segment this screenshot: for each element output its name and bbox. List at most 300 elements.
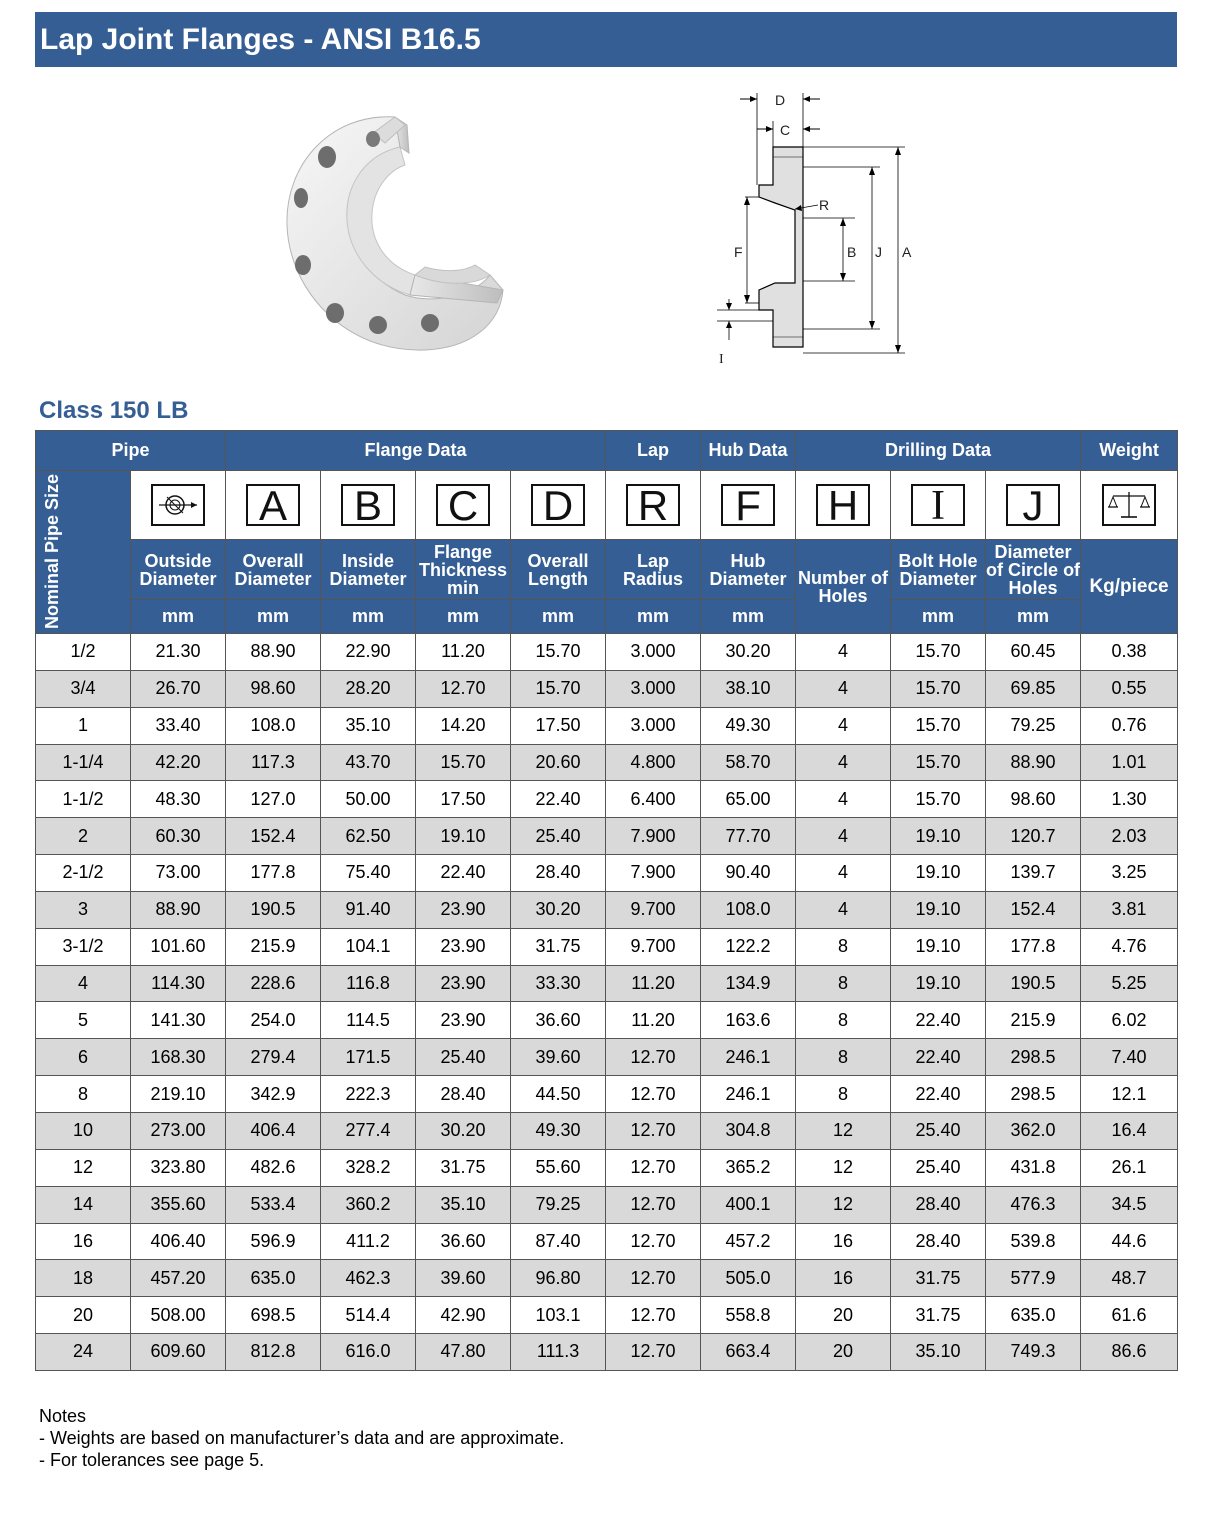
table-cell: 15.70: [891, 744, 986, 781]
table-cell: 7.900: [606, 855, 701, 892]
table-body: [36, 634, 1178, 1371]
pipe-size-cell: 1: [36, 707, 131, 744]
table-cell: 6.400: [606, 781, 701, 818]
table-cell: 328.2: [321, 1149, 416, 1186]
table-cell: 39.60: [416, 1260, 511, 1297]
table-cell: 12.70: [606, 1186, 701, 1223]
symbol-weight: [1081, 471, 1178, 540]
col-bolt-hole-diameter: Bolt Hole Diameter: [891, 540, 986, 600]
table-cell: 11.20: [606, 965, 701, 1002]
table-cell: 108.0: [226, 707, 321, 744]
symbol-h: H: [796, 471, 891, 540]
table-cell: 55.60: [511, 1149, 606, 1186]
pipe-size-cell: 12: [36, 1149, 131, 1186]
table-cell: 22.40: [511, 781, 606, 818]
table-cell: 7.900: [606, 818, 701, 855]
table-cell: 219.10: [131, 1076, 226, 1113]
table-cell: 228.6: [226, 965, 321, 1002]
table-cell: 596.9: [226, 1223, 321, 1260]
table-cell: 12.70: [606, 1112, 701, 1149]
table-cell: 8: [796, 1002, 891, 1039]
table-cell: 298.5: [986, 1039, 1081, 1076]
symbol-j: J: [986, 471, 1081, 540]
pipe-size-cell: 10: [36, 1112, 131, 1149]
table-row: [36, 855, 1178, 892]
table-cell: 30.20: [701, 634, 796, 671]
table-cell: 17.50: [416, 781, 511, 818]
table-cell: 21.30: [131, 634, 226, 671]
table-cell: 31.75: [891, 1297, 986, 1334]
table-row: [36, 1149, 1178, 1186]
note-item: - For tolerances see page 5.: [39, 1450, 265, 1470]
pipe-size-cell: 20: [36, 1297, 131, 1334]
table-cell: 355.60: [131, 1186, 226, 1223]
table-row: [36, 1112, 1178, 1149]
table-cell: 12.70: [606, 1334, 701, 1371]
pipe-size-cell: 24: [36, 1334, 131, 1371]
table-cell: 4: [796, 891, 891, 928]
table-row: [36, 1260, 1178, 1297]
table-row: [36, 891, 1178, 928]
table-cell: 25.40: [416, 1039, 511, 1076]
col-lap-radius: Lap Radius: [606, 540, 701, 600]
pipe-size-cell: 4: [36, 965, 131, 1002]
table-cell: 12.70: [606, 1297, 701, 1334]
table-cell: 698.5: [226, 1297, 321, 1334]
note-item: - Weights are based on manufacturer’s data and are approximate.: [39, 1428, 565, 1448]
table-cell: 19.10: [891, 855, 986, 892]
table-cell: 44.50: [511, 1076, 606, 1113]
symbol-i: I: [891, 471, 986, 540]
title-bar: [35, 12, 1177, 67]
table-cell: 19.10: [416, 818, 511, 855]
table-cell: 9.700: [606, 928, 701, 965]
table-cell: 49.30: [511, 1112, 606, 1149]
page-title: Lap Joint Flanges - ANSI B16.5: [40, 23, 481, 56]
table-cell: 108.0: [701, 891, 796, 928]
table-cell: 20.60: [511, 744, 606, 781]
table-cell: 15.70: [891, 707, 986, 744]
table-cell: 4: [796, 744, 891, 781]
label-j: J: [875, 244, 882, 260]
table-cell: 36.60: [511, 1002, 606, 1039]
table-cell: 4: [796, 818, 891, 855]
table-cell: 96.80: [511, 1260, 606, 1297]
pipe-caliper-icon: [151, 484, 205, 526]
table-cell: 34.5: [1081, 1186, 1178, 1223]
unit-cell: mm: [416, 600, 511, 634]
table-cell: 246.1: [701, 1076, 796, 1113]
table-row: [36, 1223, 1178, 1260]
pipe-size-cell: 16: [36, 1223, 131, 1260]
table-cell: 168.30: [131, 1039, 226, 1076]
col-kg-piece: Kg/piece: [1081, 540, 1178, 634]
table-cell: 28.40: [511, 855, 606, 892]
table-cell: 362.0: [986, 1112, 1081, 1149]
table-cell: 12: [796, 1149, 891, 1186]
table-cell: 111.3: [511, 1334, 606, 1371]
table-cell: 104.1: [321, 928, 416, 965]
table-cell: 1.30: [1081, 781, 1178, 818]
table-cell: 12.1: [1081, 1076, 1178, 1113]
table-cell: 4: [796, 855, 891, 892]
table-cell: 400.1: [701, 1186, 796, 1223]
flange-illustration: [275, 95, 515, 365]
symbol-r: R: [606, 471, 701, 540]
table-cell: 62.50: [321, 818, 416, 855]
pipe-size-cell: 6: [36, 1039, 131, 1076]
pipe-size-cell: 3-1/2: [36, 928, 131, 965]
label-r: R: [819, 197, 830, 213]
flange-spec-table: [35, 430, 1178, 1371]
notes: [39, 1405, 564, 1471]
table-cell: 476.3: [986, 1186, 1081, 1223]
table-row: [36, 1002, 1178, 1039]
table-cell: 15.70: [891, 634, 986, 671]
table-cell: 23.90: [416, 928, 511, 965]
table-cell: 23.90: [416, 891, 511, 928]
table-cell: 38.10: [701, 670, 796, 707]
table-cell: 20: [796, 1334, 891, 1371]
nominal-pipe-size-header: [36, 471, 131, 634]
table-cell: 60.45: [986, 634, 1081, 671]
table-cell: 101.60: [131, 928, 226, 965]
table-cell: 114.5: [321, 1002, 416, 1039]
table-cell: 22.40: [891, 1002, 986, 1039]
pipe-size-cell: 3/4: [36, 670, 131, 707]
table-cell: 152.4: [986, 891, 1081, 928]
group-weight: Weight: [1081, 431, 1178, 471]
table-cell: 190.5: [986, 965, 1081, 1002]
table-cell: 60.30: [131, 818, 226, 855]
table-cell: 39.60: [511, 1039, 606, 1076]
table-cell: 12: [796, 1112, 891, 1149]
table-row: [36, 1039, 1178, 1076]
table-cell: 11.20: [416, 634, 511, 671]
table-cell: 462.3: [321, 1260, 416, 1297]
table-cell: 16: [796, 1260, 891, 1297]
table-cell: 8: [796, 1039, 891, 1076]
table-cell: 4.800: [606, 744, 701, 781]
table-cell: 28.20: [321, 670, 416, 707]
table-cell: 8: [796, 928, 891, 965]
table-cell: 30.20: [416, 1112, 511, 1149]
table-cell: 28.40: [416, 1076, 511, 1113]
table-cell: 31.75: [416, 1149, 511, 1186]
table-cell: 86.6: [1081, 1334, 1178, 1371]
class-label: Class 150 LB: [39, 397, 189, 424]
label-b: B: [847, 244, 857, 260]
table-cell: 31.75: [511, 928, 606, 965]
table-row: [36, 1076, 1178, 1113]
table-cell: 152.4: [226, 818, 321, 855]
table-cell: 539.8: [986, 1223, 1081, 1260]
table-cell: 215.9: [986, 1002, 1081, 1039]
col-hub-diameter: Hub Diameter: [701, 540, 796, 600]
table-cell: 4: [796, 781, 891, 818]
label-a: A: [902, 244, 912, 260]
symbol-f: F: [701, 471, 796, 540]
table-cell: 505.0: [701, 1260, 796, 1297]
unit-cell: mm: [986, 600, 1081, 634]
table-cell: 35.10: [891, 1334, 986, 1371]
table-cell: 0.55: [1081, 670, 1178, 707]
table-cell: 47.80: [416, 1334, 511, 1371]
unit-cell: mm: [701, 600, 796, 634]
table-row: [36, 818, 1178, 855]
table-cell: 749.3: [986, 1334, 1081, 1371]
table-cell: 215.9: [226, 928, 321, 965]
table-cell: 304.8: [701, 1112, 796, 1149]
table-cell: 12.70: [606, 1260, 701, 1297]
table-cell: 12.70: [416, 670, 511, 707]
group-lap: Lap: [606, 431, 701, 471]
table-cell: 117.3: [226, 744, 321, 781]
table-cell: 17.50: [511, 707, 606, 744]
table-cell: 246.1: [701, 1039, 796, 1076]
table-cell: 87.40: [511, 1223, 606, 1260]
table-cell: 134.9: [701, 965, 796, 1002]
table-cell: 411.2: [321, 1223, 416, 1260]
table-cell: 79.25: [511, 1186, 606, 1223]
symbol-c: C: [416, 471, 511, 540]
table-cell: 28.40: [891, 1186, 986, 1223]
table-cell: 44.6: [1081, 1223, 1178, 1260]
table-cell: 49.30: [701, 707, 796, 744]
table-cell: 103.1: [511, 1297, 606, 1334]
table-cell: 15.70: [511, 670, 606, 707]
table-cell: 122.2: [701, 928, 796, 965]
table-cell: 61.6: [1081, 1297, 1178, 1334]
table-cell: 3.000: [606, 707, 701, 744]
table-cell: 12.70: [606, 1076, 701, 1113]
table-cell: 48.30: [131, 781, 226, 818]
unit-cell: mm: [131, 600, 226, 634]
pipe-size-cell: 2: [36, 818, 131, 855]
table-cell: 25.40: [511, 818, 606, 855]
table-cell: 171.5: [321, 1039, 416, 1076]
unit-cell: mm: [891, 600, 986, 634]
table-cell: 120.7: [986, 818, 1081, 855]
table-cell: 2.03: [1081, 818, 1178, 855]
unit-cell: mm: [321, 600, 416, 634]
table-cell: 273.00: [131, 1112, 226, 1149]
table-cell: 35.10: [321, 707, 416, 744]
table-row: [36, 670, 1178, 707]
table-cell: 25.40: [891, 1149, 986, 1186]
table-cell: 8: [796, 1076, 891, 1113]
table-cell: 116.8: [321, 965, 416, 1002]
table-cell: 508.00: [131, 1297, 226, 1334]
table-row: [36, 965, 1178, 1002]
col-number-of-holes: Number of Holes: [796, 540, 891, 634]
pipe-size-cell: 8: [36, 1076, 131, 1113]
unit-row: [36, 600, 1178, 634]
table-cell: 43.70: [321, 744, 416, 781]
table-cell: 3.000: [606, 670, 701, 707]
pipe-size-cell: 14: [36, 1186, 131, 1223]
table-row: [36, 781, 1178, 818]
table-cell: 26.70: [131, 670, 226, 707]
table-cell: 33.40: [131, 707, 226, 744]
table-cell: 14.20: [416, 707, 511, 744]
table-cell: 36.60: [416, 1223, 511, 1260]
table-cell: 406.4: [226, 1112, 321, 1149]
col-inside-diameter: Inside Diameter: [321, 540, 416, 600]
table-cell: 163.6: [701, 1002, 796, 1039]
group-flange-data: Flange Data: [226, 431, 606, 471]
table-cell: 277.4: [321, 1112, 416, 1149]
table-cell: 0.38: [1081, 634, 1178, 671]
table-cell: 50.00: [321, 781, 416, 818]
table-cell: 22.90: [321, 634, 416, 671]
group-header-row: [36, 431, 1178, 471]
table-cell: 12.70: [606, 1039, 701, 1076]
table-row: [36, 1297, 1178, 1334]
table-cell: 42.20: [131, 744, 226, 781]
table-cell: 19.10: [891, 965, 986, 1002]
table-cell: 577.9: [986, 1260, 1081, 1297]
symbol-d: D: [511, 471, 606, 540]
table-row: [36, 634, 1178, 671]
table-cell: 3.000: [606, 634, 701, 671]
unit-cell: mm: [606, 600, 701, 634]
table-cell: 616.0: [321, 1334, 416, 1371]
label-f: F: [734, 244, 743, 260]
nominal-pipe-size-label: Nominal Pipe Size: [42, 474, 62, 630]
table-cell: 3.25: [1081, 855, 1178, 892]
table-cell: 31.75: [891, 1260, 986, 1297]
pipe-size-cell: 1/2: [36, 634, 131, 671]
table-row: [36, 928, 1178, 965]
table-cell: 23.90: [416, 1002, 511, 1039]
table-cell: 1.01: [1081, 744, 1178, 781]
column-label-row: [36, 540, 1178, 600]
table-cell: 15.70: [891, 781, 986, 818]
table-cell: 139.7: [986, 855, 1081, 892]
table-cell: 190.5: [226, 891, 321, 928]
table-cell: 48.7: [1081, 1260, 1178, 1297]
table-cell: 4: [796, 670, 891, 707]
table-cell: 19.10: [891, 891, 986, 928]
col-outside-diameter: Outside Diameter: [131, 540, 226, 600]
table-cell: 812.8: [226, 1334, 321, 1371]
unit-cell: mm: [226, 600, 321, 634]
table-cell: 11.20: [606, 1002, 701, 1039]
table-cell: 35.10: [416, 1186, 511, 1223]
table-cell: 0.76: [1081, 707, 1178, 744]
table-cell: 22.40: [891, 1076, 986, 1113]
table-cell: 5.25: [1081, 965, 1178, 1002]
table-cell: 177.8: [226, 855, 321, 892]
table-cell: 365.2: [701, 1149, 796, 1186]
table-cell: 298.5: [986, 1076, 1081, 1113]
table-cell: 482.6: [226, 1149, 321, 1186]
table-cell: 28.40: [891, 1223, 986, 1260]
table-cell: 533.4: [226, 1186, 321, 1223]
table-cell: 16.4: [1081, 1112, 1178, 1149]
table-cell: 19.10: [891, 818, 986, 855]
unit-cell: mm: [511, 600, 606, 634]
table-cell: 635.0: [986, 1297, 1081, 1334]
pipe-size-cell: 18: [36, 1260, 131, 1297]
pipe-size-cell: 1-1/4: [36, 744, 131, 781]
pipe-size-cell: 2-1/2: [36, 855, 131, 892]
table-cell: 558.8: [701, 1297, 796, 1334]
table-cell: 177.8: [986, 928, 1081, 965]
table-cell: 15.70: [416, 744, 511, 781]
table-cell: 12.70: [606, 1223, 701, 1260]
table-cell: 91.40: [321, 891, 416, 928]
table-cell: 88.90: [986, 744, 1081, 781]
group-pipe: Pipe: [36, 431, 226, 471]
table-cell: 222.3: [321, 1076, 416, 1113]
table-cell: 609.60: [131, 1334, 226, 1371]
table-cell: 75.40: [321, 855, 416, 892]
label-d: D: [775, 92, 786, 108]
table-cell: 279.4: [226, 1039, 321, 1076]
table-cell: 431.8: [986, 1149, 1081, 1186]
table-cell: 12.70: [606, 1149, 701, 1186]
table-cell: 6.02: [1081, 1002, 1178, 1039]
table-cell: 30.20: [511, 891, 606, 928]
table-cell: 141.30: [131, 1002, 226, 1039]
table-cell: 514.4: [321, 1297, 416, 1334]
table-cell: 33.30: [511, 965, 606, 1002]
table-cell: 20: [796, 1297, 891, 1334]
table-cell: 23.90: [416, 965, 511, 1002]
table-cell: 12: [796, 1186, 891, 1223]
table-cell: 65.00: [701, 781, 796, 818]
table-cell: 25.40: [891, 1112, 986, 1149]
table-cell: 22.40: [416, 855, 511, 892]
table-cell: 42.90: [416, 1297, 511, 1334]
table-cell: 15.70: [511, 634, 606, 671]
table-cell: 19.10: [891, 928, 986, 965]
table-cell: 3.81: [1081, 891, 1178, 928]
col-flange-thickness: Flange Thickness min: [416, 540, 511, 600]
col-overall-diameter: Overall Diameter: [226, 540, 321, 600]
group-drilling-data: Drilling Data: [796, 431, 1081, 471]
table-cell: 254.0: [226, 1002, 321, 1039]
table-cell: 73.00: [131, 855, 226, 892]
table-cell: 4: [796, 634, 891, 671]
table-row: [36, 1186, 1178, 1223]
table-cell: 90.40: [701, 855, 796, 892]
table-cell: 7.40: [1081, 1039, 1178, 1076]
pipe-size-cell: 1-1/2: [36, 781, 131, 818]
symbol-pipe: [131, 471, 226, 540]
table-cell: 98.60: [986, 781, 1081, 818]
symbol-b: B: [321, 471, 416, 540]
table-cell: 79.25: [986, 707, 1081, 744]
table-cell: 58.70: [701, 744, 796, 781]
table-cell: 88.90: [131, 891, 226, 928]
group-hub-data: Hub Data: [701, 431, 796, 471]
table-cell: 323.80: [131, 1149, 226, 1186]
notes-heading: Notes: [39, 1406, 87, 1426]
symbol-a: A: [226, 471, 321, 540]
table-cell: 114.30: [131, 965, 226, 1002]
table-cell: 457.20: [131, 1260, 226, 1297]
table-cell: 69.85: [986, 670, 1081, 707]
table-cell: 77.70: [701, 818, 796, 855]
table-cell: 127.0: [226, 781, 321, 818]
table-cell: 98.60: [226, 670, 321, 707]
balance-scale-icon: [1102, 484, 1156, 526]
table-cell: 663.4: [701, 1334, 796, 1371]
col-overall-length: Overall Length: [511, 540, 606, 600]
